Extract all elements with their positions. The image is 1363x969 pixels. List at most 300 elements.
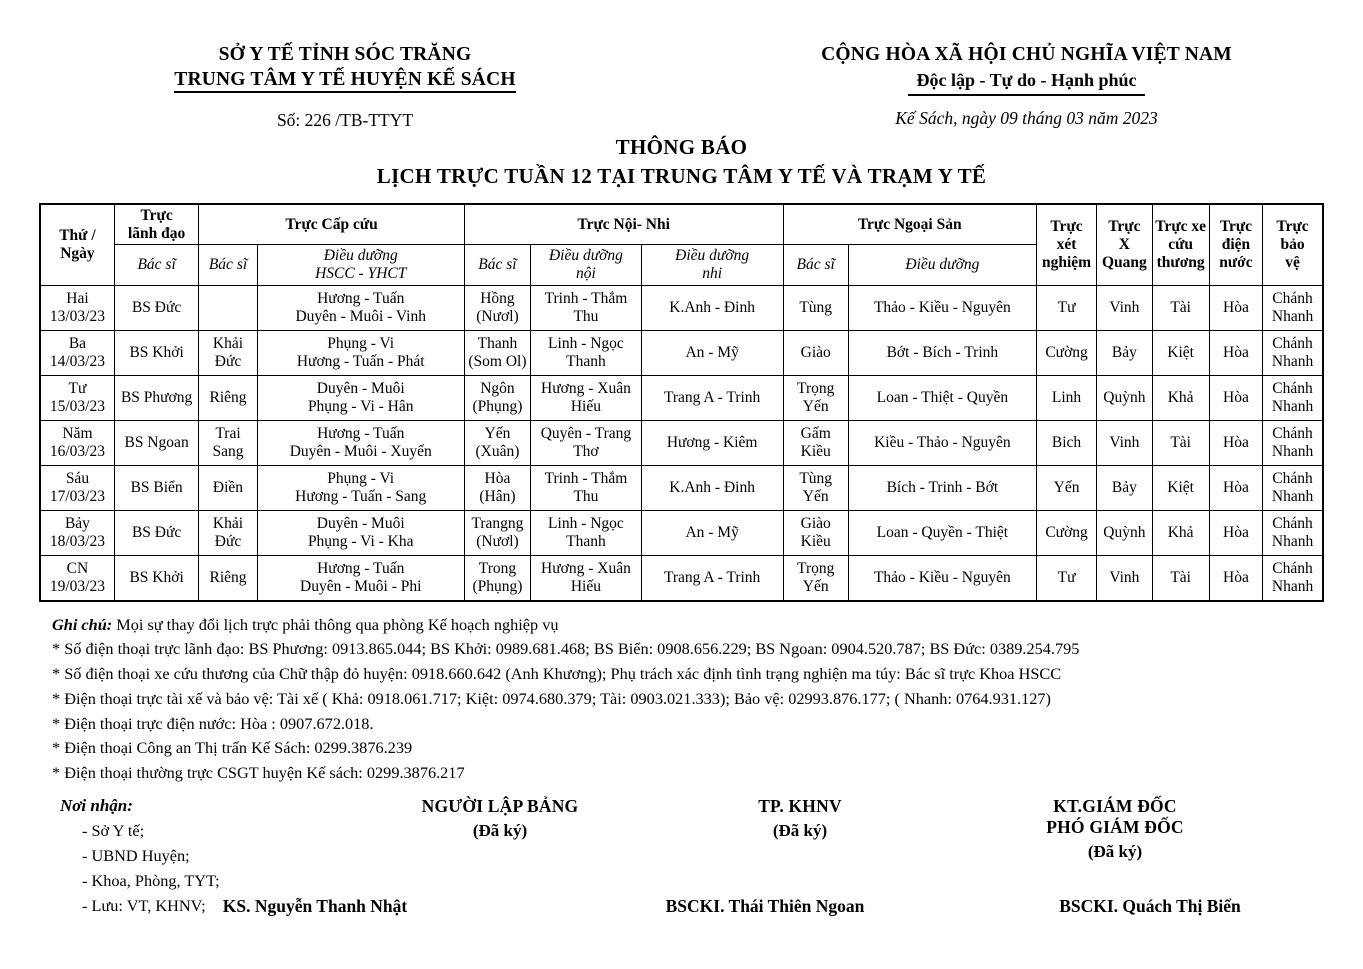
cell-surgery-doctor-ns_doctor_2: Kiều: [800, 442, 831, 460]
cell-er-doctor: [199, 375, 257, 420]
cell-surgery-doctor-ns_doctor_2: Yến: [802, 397, 829, 415]
subheader-internal-nurse: [531, 245, 642, 285]
subheader-pediatric-nurse-line1: Điều dưỡng: [675, 247, 750, 265]
khnv-head-signed-mark: (Đã ký): [772, 820, 828, 840]
cell-laboratory: [1036, 330, 1096, 375]
cell-er-nurse-er_nurse_2: Duyên - Muôi - Phi: [300, 577, 422, 595]
cell-pediatric-nurse-peds_nurse: K.Anh - Đinh: [669, 298, 755, 316]
cell-surgery-doctor-ns_doctor_1: Giào: [800, 514, 831, 532]
cell-surgery-doctor-ns_doctor_1: Trọng: [797, 559, 835, 577]
table-header: [40, 204, 1323, 285]
cell-pediatric-nurse-peds_nurse: An - Mỹ: [685, 343, 739, 361]
cell-ambulance: [1152, 465, 1209, 510]
cell-er-nurse-er_nurse_1: Duyên - Muôi: [316, 514, 405, 532]
cell-ambulance: [1152, 420, 1209, 465]
cell-security-security_1: Chánh: [1272, 334, 1313, 352]
subheader-internal-doctor: Bác sĩ: [464, 245, 530, 285]
cell-surgery-doctor-ns_doctor_2: Kiều: [800, 532, 831, 550]
header-day-line2: Ngày: [60, 244, 95, 262]
cell-internal-nurse: [531, 330, 642, 375]
cell-laboratory: [1036, 285, 1096, 330]
cell-internal-nurse-ni_nurse_1: Hương - Xuân: [541, 559, 631, 577]
cell-ambulance: [1152, 285, 1209, 330]
cell-surgery-doctor: [783, 420, 848, 465]
cell-security-security_1: Chánh: [1272, 424, 1313, 442]
cell-internal-doctor-ni_doctor_2: (Xuân): [475, 442, 520, 460]
header-xray-line1: Trực: [1108, 218, 1141, 236]
cell-surgery-doctor-ns_doctor_1: Gấm: [800, 424, 831, 442]
notes-label: Ghi chú:: [52, 614, 113, 634]
cell-er-doctor: [199, 555, 257, 601]
cell-laboratory-lab: Cường: [1045, 343, 1088, 361]
recipient-item: - Lưu: VT, KHNV;: [82, 895, 206, 915]
cell-internal-nurse: [531, 285, 642, 330]
cell-er-doctor-er_doctor_1: Trai: [215, 424, 241, 442]
cell-er-nurse-er_nurse_2: Hương - Tuấn - Phát: [296, 352, 425, 370]
note-line-1: * Số điện thoại trực lãnh đạo: BS Phương: 0913.865.044; BS Khởi: 0989.681.468; BS Biển: 0908.656.229; BS Ngoan: 0904.520.787; BS Đức: 0389.254.795: [52, 639, 1080, 659]
cell-ambulance-ambulance: Tài: [1170, 298, 1191, 316]
cell-utility: [1209, 510, 1262, 555]
cell-security: [1263, 330, 1323, 375]
cell-day-date: 13/03/23: [49, 307, 105, 325]
cell-leadership-leadership: BS Ngoan: [124, 433, 189, 451]
cell-er-nurse-er_nurse_2: Duyên - Muôi - Vinh: [295, 307, 426, 325]
table-body: [40, 285, 1323, 601]
cell-surgery-doctor: [783, 555, 848, 601]
cell-er-nurse: [257, 285, 464, 330]
cell-security: [1263, 285, 1323, 330]
cell-xray-xray: Bảy: [1111, 343, 1137, 361]
header-ambulance: [1152, 204, 1209, 285]
cell-security-security_2: Nhanh: [1271, 532, 1314, 550]
cell-laboratory: [1036, 375, 1096, 420]
cell-internal-doctor-ni_doctor_1: Yến: [484, 424, 511, 442]
cell-pediatric-nurse-peds_nurse: Hương - Kiêm: [666, 433, 758, 451]
cell-security: [1263, 465, 1323, 510]
national-motto-block: [690, 44, 1363, 131]
note-line-2: * Số điện thoại xe cứu thương của Chữ thập đỏ huyện: 0918.660.642 (Anh Khương); Phụ trách xác định tình trạng nghiện ma túy: Bác sĩ trực Khoa HSCC: [52, 664, 1062, 684]
signatory-names-row: [60, 896, 1340, 917]
header-lab-line3: nghiệm: [1042, 253, 1092, 271]
cell-surgery-doctor: [783, 510, 848, 555]
district-health-center-text: TRUNG TÂM Y TẾ HUYỆN KẾ SÁCH: [174, 69, 515, 93]
cell-internal-nurse: [531, 555, 642, 601]
cell-xray: [1097, 330, 1152, 375]
cell-er-doctor-er_doctor_2: Đức: [214, 532, 242, 550]
cell-internal-nurse: [531, 420, 642, 465]
cell-utility-utility: Hòa: [1223, 478, 1249, 496]
cell-security: [1263, 555, 1323, 601]
khnv-head-name: BSCKI. Thái Thiên Ngoan: [665, 896, 865, 916]
cell-surgery-nurse-ns_nurse: Kiều - Thảo - Nguyên: [874, 433, 1011, 451]
cell-day: [40, 510, 114, 555]
header-security: [1263, 204, 1323, 285]
cell-internal-doctor-ni_doctor_2: (Nươl): [476, 532, 519, 550]
cell-er-nurse: [257, 420, 464, 465]
cell-er-nurse-er_nurse_1: Hương - Tuấn: [317, 289, 405, 307]
header-security-line2: bảo: [1280, 235, 1305, 253]
cell-day: [40, 465, 114, 510]
cell-leadership-leadership: BS Khởi: [129, 568, 184, 586]
subheader-er-doctor: Bác sĩ: [199, 245, 257, 285]
cell-xray-xray: Bảy: [1111, 478, 1137, 496]
cell-er-nurse-er_nurse_1: Phụng - Vi: [327, 334, 395, 352]
cell-xray: [1097, 555, 1152, 601]
header-day: [40, 204, 114, 285]
cell-internal-doctor: [464, 285, 530, 330]
cell-xray-xray: Vinh: [1109, 568, 1140, 586]
cell-day-date: 16/03/23: [49, 442, 105, 460]
cell-utility-utility: Hòa: [1223, 298, 1249, 316]
cell-surgery-doctor: [783, 465, 848, 510]
recipients-title: Nơi nhận:: [60, 795, 133, 815]
cell-leadership-leadership: BS Phương: [120, 388, 193, 406]
cell-surgery-doctor-ns_doctor_2: Yến: [802, 577, 829, 595]
subheader-surgery-nurse: Điều dưỡng: [848, 245, 1036, 285]
cell-utility: [1209, 375, 1262, 420]
cell-laboratory: [1036, 510, 1096, 555]
header-security-line3: vệ: [1285, 253, 1300, 271]
cell-internal-doctor-ni_doctor_2: (Nươl): [476, 307, 519, 325]
cell-internal-doctor-ni_doctor_1: Hòa: [484, 469, 511, 487]
cell-er-doctor-er_doctor_1: Khải: [212, 514, 244, 532]
cell-surgery-nurse: [848, 330, 1036, 375]
cell-utility-utility: Hòa: [1223, 388, 1249, 406]
table-row: [40, 330, 1323, 375]
cell-ambulance-ambulance: Tài: [1170, 568, 1191, 586]
cell-utility: [1209, 555, 1262, 601]
khnv-head-title: TP. KHNV: [758, 795, 842, 816]
subheader-internal-nurse-line1: Điều dưỡng: [548, 247, 623, 265]
header-lab-line2: xét: [1056, 235, 1077, 253]
subheader-er-nurse: [257, 245, 464, 285]
cell-surgery-nurse-ns_nurse: Bớt - Bích - Trinh: [886, 343, 999, 361]
header-security-line1: Trực: [1276, 218, 1309, 236]
cell-internal-doctor-ni_doctor_1: Thanh: [477, 334, 518, 352]
cell-surgery-nurse-ns_nurse: Thảo - Kiều - Nguyên: [873, 568, 1011, 586]
cell-leadership-leadership: BS Đức: [131, 523, 182, 541]
cell-utility: [1209, 330, 1262, 375]
cell-xray: [1097, 465, 1152, 510]
cell-internal-doctor-ni_doctor_2: (Hân): [479, 487, 516, 505]
cell-security-security_1: Chánh: [1272, 289, 1313, 307]
cell-pediatric-nurse: [641, 330, 783, 375]
cell-pediatric-nurse: [641, 285, 783, 330]
preparer-name: KS. Nguyễn Thanh Nhật: [222, 896, 408, 916]
cell-day: [40, 285, 114, 330]
notes-section: [52, 613, 1363, 786]
cell-ambulance-ambulance: Khả: [1167, 388, 1194, 406]
cell-internal-nurse-ni_nurse_2: Thu: [573, 307, 599, 325]
cell-ambulance: [1152, 510, 1209, 555]
cell-utility: [1209, 285, 1262, 330]
cell-internal-doctor-ni_doctor_1: Trangng: [471, 514, 524, 532]
cell-er-nurse: [257, 555, 464, 601]
cell-day-day: Bảy: [64, 514, 90, 532]
cell-day-day: Sáu: [65, 469, 90, 487]
cell-surgery-nurse: [848, 420, 1036, 465]
cell-xray-xray: Vinh: [1109, 433, 1140, 451]
cell-er-doctor-er_doctor_1: Điền: [212, 478, 244, 496]
cell-er-doctor-er_doctor_1: Khải: [212, 334, 244, 352]
cell-surgery-nurse: [848, 510, 1036, 555]
deputy-director-signed-mark: (Đã ký): [1087, 841, 1143, 861]
cell-day: [40, 330, 114, 375]
header-surgery-obstetrics: Trực Ngoại Sản: [783, 204, 1036, 245]
cell-internal-doctor-ni_doctor_1: Hồng: [480, 289, 515, 307]
cell-er-nurse: [257, 330, 464, 375]
cell-day-date: 17/03/23: [49, 487, 105, 505]
cell-day-day: Tư: [68, 379, 87, 397]
cell-leadership-leadership: BS Khởi: [129, 343, 184, 361]
cell-surgery-doctor: [783, 330, 848, 375]
cell-er-nurse-er_nurse_1: Phụng - Vi: [327, 469, 395, 487]
cell-leadership: [114, 465, 198, 510]
cell-er-nurse-er_nurse_2: Duyên - Muôi - Xuyến: [289, 442, 432, 460]
duty-roster-table: [39, 203, 1324, 602]
cell-security-security_2: Nhanh: [1271, 397, 1314, 415]
cell-xray-xray: Quỳnh: [1103, 523, 1146, 541]
header-ambulance-line1: Trực xe: [1155, 218, 1207, 236]
cell-er-nurse-er_nurse_1: Duyên - Muôi: [316, 379, 405, 397]
header-xray: [1097, 204, 1152, 285]
cell-surgery-doctor-ns_doctor_1: Tùng: [799, 469, 833, 487]
page-title: THÔNG BÁO: [615, 135, 748, 159]
cell-xray: [1097, 285, 1152, 330]
cell-leadership: [114, 420, 198, 465]
cell-internal-nurse: [531, 510, 642, 555]
note-line-4: * Điện thoại trực điện nước: Hòa : 0907.672.018.: [52, 713, 374, 733]
table-header-group-row: [40, 204, 1323, 245]
cell-internal-nurse-ni_nurse_2: Thanh: [566, 532, 606, 550]
cell-er-nurse: [257, 510, 464, 555]
note-line-6: * Điện thoại thường trực CSGT huyện Kế sách: 0299.3876.217: [52, 763, 465, 783]
notes-intro-text: Mọi sự thay đổi lịch trực phải thông qua phòng Kế hoạch nghiệp vụ: [112, 614, 559, 634]
cell-security-security_2: Nhanh: [1271, 307, 1314, 325]
cell-er-nurse-er_nurse_1: Hương - Tuấn: [317, 559, 405, 577]
cell-surgery-doctor-ns_doctor_1: Trọng: [797, 379, 835, 397]
table-row: [40, 510, 1323, 555]
cell-pediatric-nurse: [641, 465, 783, 510]
cell-er-nurse: [257, 375, 464, 420]
cell-surgery-nurse: [848, 285, 1036, 330]
cell-day-date: 18/03/23: [49, 532, 105, 550]
cell-internal-doctor: [464, 465, 530, 510]
cell-pediatric-nurse-peds_nurse: Trang A - Trinh: [663, 568, 761, 586]
cell-internal-nurse-ni_nurse_2: Thơ: [573, 442, 599, 460]
cell-leadership-leadership: BS Đức: [131, 298, 182, 316]
cell-laboratory: [1036, 555, 1096, 601]
cell-er-doctor: [199, 510, 257, 555]
table-row: [40, 555, 1323, 601]
cell-day: [40, 420, 114, 465]
preparer-signed-mark: (Đã ký): [472, 820, 528, 840]
cell-internal-nurse-ni_nurse_1: Hương - Xuân: [541, 379, 631, 397]
cell-pediatric-nurse-peds_nurse: Trang A - Trinh: [663, 388, 761, 406]
header-utility-line1: Trực: [1219, 218, 1253, 236]
recipient-item: - UBND Huyện;: [82, 845, 190, 865]
cell-internal-doctor: [464, 330, 530, 375]
cell-internal-nurse-ni_nurse_2: Hiếu: [570, 397, 601, 415]
cell-surgery-nurse-ns_nurse: Loan - Thiệt - Quyền: [876, 388, 1009, 406]
cell-day-date: 15/03/23: [49, 397, 105, 415]
cell-xray: [1097, 375, 1152, 420]
cell-surgery-doctor-ns_doctor_2: Yến: [802, 487, 829, 505]
cell-ambulance-ambulance: Khả: [1167, 523, 1194, 541]
cell-surgery-nurse-ns_nurse: Bích - Trinh - Bớt: [886, 478, 999, 496]
cell-utility-utility: Hòa: [1223, 523, 1249, 541]
table-row: [40, 420, 1323, 465]
cell-ambulance: [1152, 330, 1209, 375]
cell-security-security_2: Nhanh: [1271, 352, 1314, 370]
cell-pediatric-nurse-peds_nurse: An - Mỹ: [685, 523, 739, 541]
cell-surgery-doctor: [783, 375, 848, 420]
cell-surgery-doctor-ns_doctor_1: Tùng: [799, 298, 833, 316]
cell-surgery-nurse: [848, 555, 1036, 601]
header-utility-line2: điện: [1221, 235, 1251, 253]
cell-internal-nurse-ni_nurse_1: Trinh - Thắm: [544, 289, 628, 307]
header-xray-line3: Quang: [1101, 253, 1147, 271]
cell-surgery-nurse: [848, 465, 1036, 510]
cell-er-doctor-er_doctor_2: Sang: [212, 442, 244, 460]
cell-internal-nurse-ni_nurse_1: Linh - Ngọc: [548, 514, 624, 532]
cell-er-nurse-er_nurse_2: Phụng - Vi - Hân: [307, 397, 414, 415]
cell-utility-utility: Hòa: [1223, 568, 1249, 586]
header-day-line1: Thứ /: [59, 227, 96, 245]
cell-security-security_2: Nhanh: [1271, 577, 1314, 595]
cell-er-nurse-er_nurse_2: Phụng - Vi - Kha: [307, 532, 414, 550]
cell-surgery-doctor: [783, 285, 848, 330]
preparer-title: NGƯỜI LẬP BẢNG: [421, 795, 579, 816]
recipient-item: - Khoa, Phòng, TYT;: [82, 870, 220, 890]
cell-internal-nurse-ni_nurse_1: Quyên - Trang: [540, 424, 632, 442]
header-utility: [1209, 204, 1262, 285]
cell-security-security_1: Chánh: [1272, 514, 1313, 532]
cell-xray: [1097, 420, 1152, 465]
cell-leadership: [114, 375, 198, 420]
cell-pediatric-nurse-peds_nurse: K.Anh - Đinh: [669, 478, 755, 496]
header-utility-line3: nước: [1219, 253, 1253, 271]
cell-internal-doctor: [464, 375, 530, 420]
cell-internal-nurse-ni_nurse_2: Thanh: [566, 352, 606, 370]
note-line-0: [52, 613, 1363, 638]
issuing-organization-block: [0, 44, 690, 131]
subheader-er-nurse-line2: HSCC - YHCT: [315, 264, 407, 282]
header-internal-pediatrics: Trực Nội- Nhi: [464, 204, 783, 245]
recipient-item: - Sở Y tế;: [82, 820, 145, 840]
deputy-director-name: BSCKI. Quách Thị Biển: [1059, 896, 1241, 916]
cell-laboratory-lab: Cường: [1045, 523, 1088, 541]
header-emergency: Trực Cấp cứu: [199, 204, 464, 245]
cell-leadership: [114, 285, 198, 330]
cell-leadership-leadership: BS Biển: [130, 478, 183, 496]
cell-security-security_2: Nhanh: [1271, 487, 1314, 505]
cell-er-doctor: [199, 285, 257, 330]
header-lab-line1: Trực: [1050, 218, 1083, 236]
cell-laboratory-lab: Linh: [1051, 388, 1082, 406]
cell-ambulance: [1152, 555, 1209, 601]
cell-surgery-nurse: [848, 375, 1036, 420]
cell-day-day: CN: [66, 559, 89, 577]
cell-internal-doctor-ni_doctor_2: (Phụng): [472, 397, 523, 415]
cell-laboratory-lab: Yến: [1053, 478, 1080, 496]
cell-pediatric-nurse: [641, 555, 783, 601]
cell-er-nurse-er_nurse_2: Hương - Tuấn - Sang: [295, 487, 427, 505]
subheader-surgery-doctor: Bác sĩ: [783, 245, 848, 285]
country-name: CỘNG HÒA XÃ HỘI CHỦ NGHĨA VIỆT NAM: [821, 44, 1232, 65]
cell-internal-doctor: [464, 555, 530, 601]
cell-xray-xray: Vinh: [1109, 298, 1140, 316]
header-leadership-line2: lãnh đạo: [127, 224, 186, 242]
subheader-er-nurse-line1: Điều dưỡng: [323, 247, 398, 265]
document-title-block: [0, 135, 1363, 189]
cell-day-date: 14/03/23: [49, 352, 105, 370]
cell-internal-doctor: [464, 420, 530, 465]
note-line-3: * Điện thoại trực tài xế và bảo vệ: Tài xế ( Khả: 0918.061.717; Kiệt: 0974.680.379; Tài: 0903.021.333); Bảo vệ: 02993.876.177; ( Nhanh: 0764.931.127): [52, 688, 1051, 708]
cell-surgery-nurse-ns_nurse: Loan - Quyền - Thiệt: [876, 523, 1009, 541]
cell-security: [1263, 375, 1323, 420]
header-ambulance-line2: cứu: [1168, 235, 1194, 253]
subheader-lead-doctor: Bác sĩ: [114, 245, 198, 285]
document-header: [0, 0, 1363, 131]
header-xray-line2: X: [1118, 235, 1130, 253]
cell-er-nurse: [257, 465, 464, 510]
cell-ambulance-ambulance: Kiệt: [1167, 478, 1194, 496]
deputy-director-title-line2: PHÓ GIÁM ĐỐC: [1046, 816, 1184, 837]
cell-internal-nurse-ni_nurse_1: Trinh - Thắm: [544, 469, 628, 487]
cell-internal-doctor-ni_doctor_1: Ngôn: [480, 379, 515, 397]
cell-er-nurse-er_nurse_1: Hương - Tuấn: [317, 424, 405, 442]
cell-security: [1263, 510, 1323, 555]
cell-internal-nurse-ni_nurse_1: Linh - Ngọc: [548, 334, 624, 352]
cell-ambulance-ambulance: Kiệt: [1167, 343, 1194, 361]
cell-ambulance-ambulance: Tài: [1170, 433, 1191, 451]
cell-utility: [1209, 420, 1262, 465]
table-row: [40, 285, 1323, 330]
cell-day-day: Hai: [66, 289, 89, 307]
cell-day: [40, 555, 114, 601]
cell-internal-doctor-ni_doctor_2: (Phụng): [472, 577, 523, 595]
cell-laboratory-lab: Bich: [1051, 433, 1082, 451]
header-leadership-line1: Trực: [140, 207, 173, 224]
provincial-health-dept: SỞ Y TẾ TỈNH SÓC TRĂNG: [218, 44, 472, 65]
cell-utility-utility: Hòa: [1223, 433, 1249, 451]
cell-ambulance: [1152, 375, 1209, 420]
cell-internal-doctor-ni_doctor_1: Trong: [478, 559, 517, 577]
subheader-pediatric-nurse: [641, 245, 783, 285]
cell-day: [40, 375, 114, 420]
table-row: [40, 375, 1323, 420]
cell-surgery-nurse-ns_nurse: Thảo - Kiều - Nguyên: [873, 298, 1011, 316]
cell-day-day: Ba: [68, 334, 87, 352]
deputy-director-title-line1: KT.GIÁM ĐỐC: [1053, 795, 1177, 816]
cell-laboratory: [1036, 420, 1096, 465]
cell-leadership: [114, 555, 198, 601]
cell-internal-doctor: [464, 510, 530, 555]
cell-security-security_1: Chánh: [1272, 379, 1313, 397]
cell-security-security_1: Chánh: [1272, 469, 1313, 487]
cell-er-doctor: [199, 420, 257, 465]
cell-internal-nurse-ni_nurse_2: Thu: [573, 487, 599, 505]
page-subtitle: LỊCH TRỰC TUẦN 12 TẠI TRUNG TÂM Y TẾ VÀ TRẠM Y TẾ: [376, 164, 987, 188]
cell-laboratory-lab: Tư: [1057, 568, 1076, 586]
cell-pediatric-nurse: [641, 375, 783, 420]
cell-day-day: Năm: [62, 424, 93, 442]
table-row: [40, 465, 1323, 510]
header-leadership: [114, 204, 198, 245]
cell-er-doctor: [199, 465, 257, 510]
place-and-date: Kế Sách, ngày 09 tháng 03 năm 2023: [895, 108, 1158, 128]
